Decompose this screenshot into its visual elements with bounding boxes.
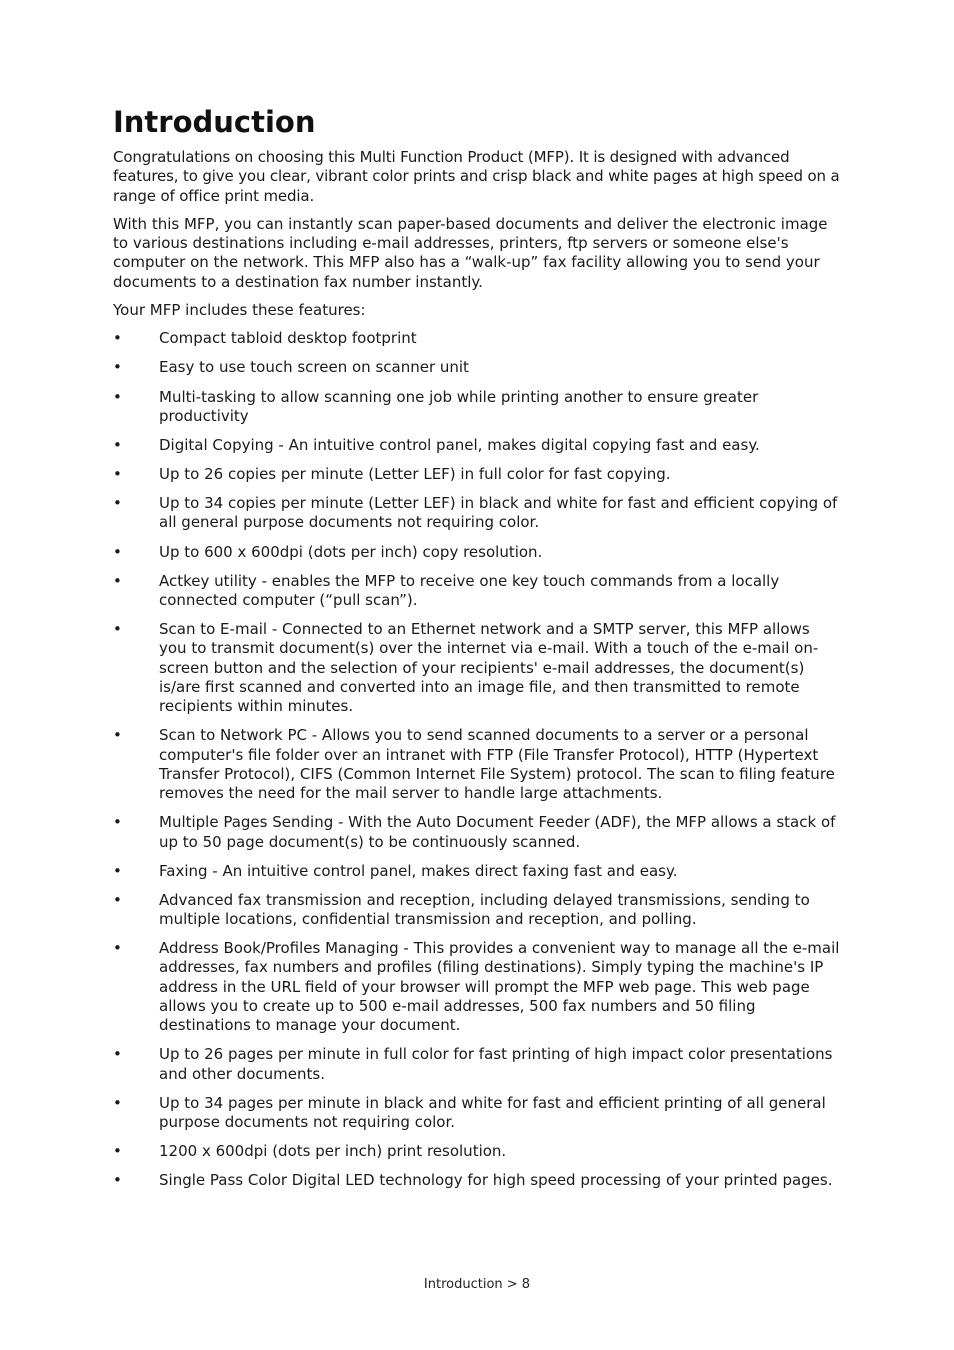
feature-text: Easy to use touch screen on scanner unit (159, 358, 469, 377)
feature-text: Up to 26 pages per minute in full color for fast printing of high impact color presentations and other documents. (159, 1045, 833, 1083)
list-item (113, 726, 841, 803)
bullet-icon: • (113, 494, 122, 513)
list-item (113, 862, 841, 881)
feature-text: 1200 x 600dpi (dots per inch) print resolution. (159, 1142, 507, 1161)
list-item (113, 329, 841, 348)
bullet-icon: • (113, 329, 122, 348)
features-lead: Your MFP includes these features: (113, 301, 366, 320)
feature-text: Actkey utility - enables the MFP to receive one key touch commands from a locally connected computer (“pull scan”). (159, 571, 780, 609)
bullet-icon: • (113, 890, 122, 909)
list-item (113, 1142, 841, 1161)
feature-list (113, 329, 841, 1190)
bullet-icon: • (113, 435, 122, 454)
bullet-icon: • (113, 1171, 122, 1190)
feature-text: Address Book/Profiles Managing - This provides a convenient way to manage all the e-mail addresses, fax numbers and profiles (filing destinations). Simply typing the machine's IP address in the URL field of your browser will prompt the MFP web page. This web page allows you to create up to 500 e-mail addresses, 500 fax numbers and 50 filing destinations to manage your document. (159, 939, 840, 1035)
feature-text: Up to 34 copies per minute (Letter LEF) in black and white for fast and efficient copying of all general purpose documents not requiring color. (159, 494, 838, 532)
bullet-icon: • (113, 1093, 122, 1112)
feature-text: Multiple Pages Sending - With the Auto Document Feeder (ADF), the MFP allows a stack of up to 50 page document(s) to be continuously scanned. (159, 813, 836, 851)
page-content (113, 104, 841, 1200)
bullet-icon: • (113, 1142, 122, 1161)
bullet-icon: • (113, 726, 122, 745)
feature-text: Multi-tasking to allow scanning one job while printing another to ensure greater productivity (159, 387, 759, 425)
feature-text: Up to 34 pages per minute in black and white for fast and efficient printing of all general purpose documents not requiring color. (159, 1093, 826, 1132)
bullet-icon: • (113, 861, 122, 880)
list-item (113, 465, 841, 484)
page-footer: Introduction > 8 (423, 1277, 531, 1292)
bullet-icon: • (113, 542, 122, 561)
intro-paragraph: Congratulations on choosing this Multi Function Product (MFP). It is designed with advanced features, to give you clear, vibrant color prints and crisp black and white pages at high speed on a range of office print media. (113, 148, 840, 205)
feature-text: Compact tabloid desktop footprint (159, 329, 417, 348)
list-item (113, 813, 841, 852)
list-item (113, 543, 841, 562)
bullet-icon: • (113, 571, 122, 590)
feature-text: Single Pass Color Digital LED technology for high speed processing of your printed pages. (159, 1171, 833, 1190)
feature-text: Faxing - An intuitive control panel, makes direct faxing fast and easy. (159, 861, 678, 880)
bullet-icon: • (113, 813, 122, 832)
list-item (113, 620, 841, 716)
list-item (113, 891, 841, 930)
feature-text: Advanced fax transmission and reception, including delayed transmissions, sending to multiple locations, confidential transmission and reception, and polling. (159, 890, 810, 929)
list-item (113, 388, 841, 427)
bullet-icon: • (113, 387, 122, 406)
bullet-icon: • (113, 620, 122, 639)
bullet-icon: • (113, 939, 122, 958)
list-item (113, 1171, 841, 1190)
list-item (113, 939, 841, 1035)
list-item (113, 494, 841, 533)
feature-text: Scan to Network PC - Allows you to send scanned documents to a server or a personal computer's file folder over an intranet with FTP (File Transfer Protocol), HTTP (Hypertext Transfer Protocol), CIFS (Common Internet File System) protocol. The scan to filing feature removes the need for the mail server to handle large attachments. (159, 726, 835, 803)
page-title: Introduction (113, 105, 316, 139)
list-item (113, 1045, 841, 1084)
list-item (113, 1094, 841, 1133)
feature-text: Up to 26 copies per minute (Letter LEF) in full color for fast copying. (159, 465, 671, 484)
list-item (113, 358, 841, 377)
feature-text: Digital Copying - An intuitive control panel, makes digital copying fast and easy. (159, 435, 760, 454)
feature-text: Scan to E-mail - Connected to an Ethernet network and a SMTP server, this MFP allows you to transmit document(s) over the internet via e-mail. With a touch of the e-mail on-screen button and the selection of your recipients' e-mail addresses, the document(s) is/are first scanned and converted into an image file, and then transmitted to remote recipients within minutes. (159, 620, 819, 716)
feature-text: Up to 600 x 600dpi (dots per inch) copy resolution. (159, 542, 543, 561)
bullet-icon: • (113, 465, 122, 484)
bullet-icon: • (113, 358, 122, 377)
scan-paragraph: With this MFP, you can instantly scan paper-based documents and deliver the electronic image to various destinations including e-mail addresses, printers, ftp servers or someone else's computer on the network. This MFP also has a “walk-up” fax facility allowing you to send your documents to a destination fax number instantly. (113, 214, 828, 291)
bullet-icon: • (113, 1045, 122, 1064)
list-item (113, 436, 841, 455)
list-item (113, 572, 841, 611)
